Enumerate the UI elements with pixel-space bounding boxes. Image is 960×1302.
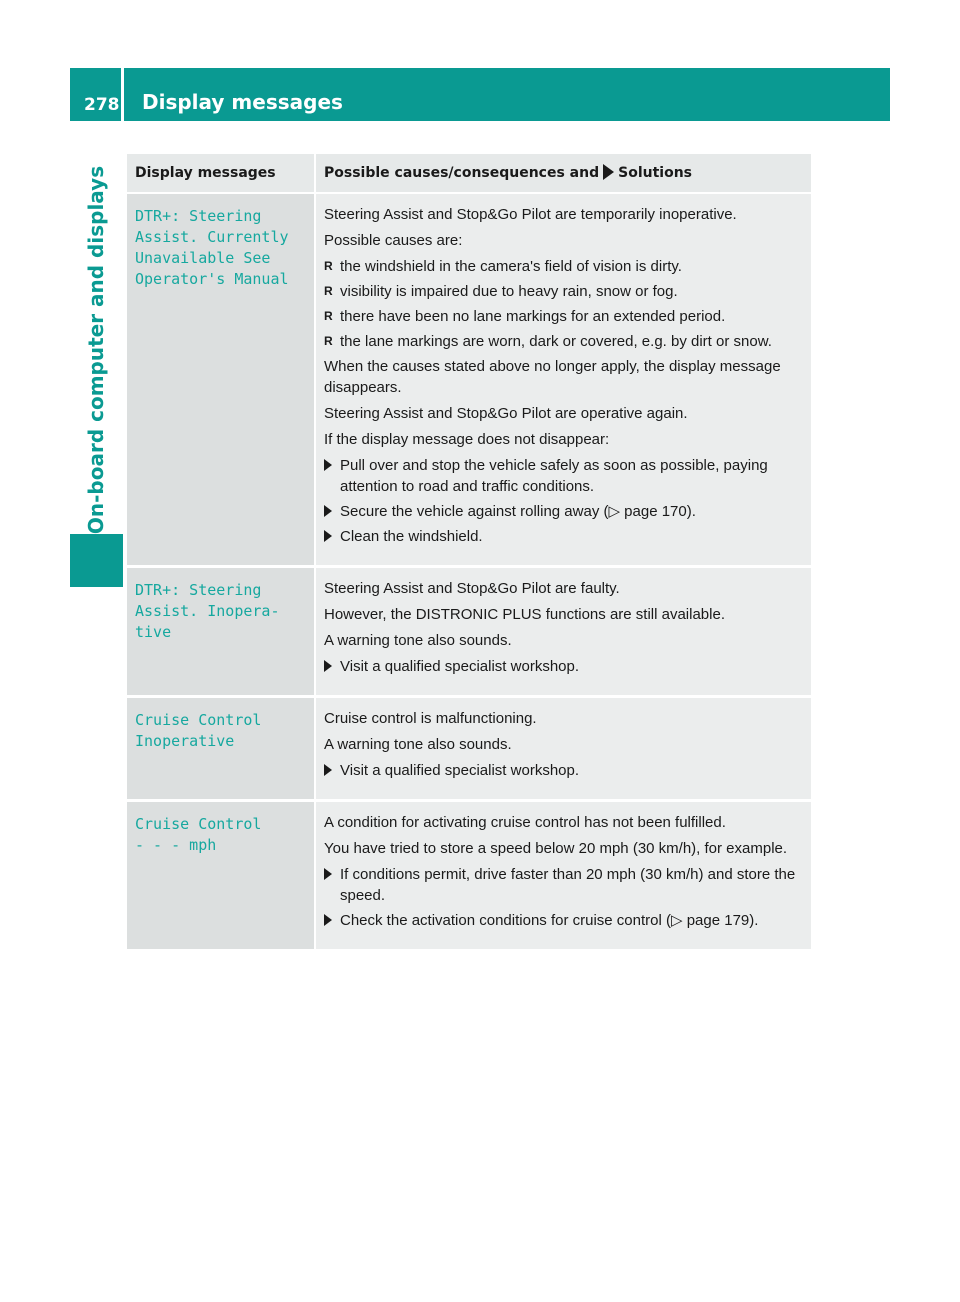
display-message xyxy=(127,193,315,567)
action-step xyxy=(324,455,805,497)
description-text: A condition for activating cruise control has not been fulfilled. xyxy=(324,814,726,831)
action-arrow-icon xyxy=(324,526,332,548)
causes-and-solutions xyxy=(315,193,811,567)
action-text: Visit a qualified specialist workshop. xyxy=(340,658,580,675)
description-text: You have tried to store a speed below 20 mph (30 km/h), for example. xyxy=(324,840,788,857)
action-arrow-icon xyxy=(324,455,332,477)
column-header-messages: Display messages xyxy=(127,154,315,193)
action-text: Visit a qualified specialist workshop. xyxy=(340,762,580,779)
action-arrow-icon xyxy=(324,760,332,782)
description-text: A warning tone also sounds. xyxy=(324,632,512,649)
cause-text: the windshield in the camera's field of vision is dirty. xyxy=(340,258,682,275)
table-row xyxy=(127,567,811,697)
action-text: Secure the vehicle against rolling away (▷ page 170). xyxy=(340,503,696,520)
column-header-solutions-pre: Possible causes/consequences and xyxy=(324,165,600,181)
causes-and-solutions xyxy=(315,697,811,801)
column-header-solutions-post: Solutions xyxy=(618,165,693,181)
table-header-row xyxy=(127,154,811,193)
causes-and-solutions xyxy=(315,801,811,951)
display-message-line: Operator's Manual xyxy=(135,270,289,288)
description-text: When the causes stated above no longer apply, the display message disappears. xyxy=(324,358,781,396)
section-tab-label: On-board computer and displays xyxy=(84,165,108,535)
action-step xyxy=(324,526,805,547)
cause-bullet-item xyxy=(324,331,805,352)
bullet-r-icon: R xyxy=(324,309,333,323)
action-arrow-icon xyxy=(603,164,614,180)
display-message-line: DTR+: Steering xyxy=(135,207,262,225)
display-message-line: Assist. Inopera‐ xyxy=(135,602,280,620)
action-text: Check the activation conditions for cruise control (▷ page 179). xyxy=(340,912,759,929)
action-step xyxy=(324,501,805,522)
display-message-line: tive xyxy=(135,623,172,641)
display-message xyxy=(127,801,315,951)
table-row xyxy=(127,193,811,567)
action-step xyxy=(324,656,805,677)
table-body xyxy=(127,193,811,951)
page-number-box xyxy=(70,68,124,121)
action-arrow-icon xyxy=(324,501,332,523)
description-text: Cruise control is malfunctioning. xyxy=(324,710,537,727)
action-text: If conditions permit, drive faster than 20 mph (30 km/h) and store the speed. xyxy=(340,866,796,904)
action-text: Pull over and stop the vehicle safely as soon as possible, paying attention to road and traffic conditions. xyxy=(340,457,768,495)
action-step xyxy=(324,864,805,906)
cause-bullet-item xyxy=(324,256,805,277)
cause-bullet-item xyxy=(324,281,805,302)
display-message-line: Inoperative xyxy=(135,732,235,750)
table-row xyxy=(127,801,811,951)
action-step xyxy=(324,910,805,931)
display-message-line: DTR+: Steering xyxy=(135,581,262,599)
bullet-r-icon: R xyxy=(324,284,333,298)
cause-text: there have been no lane markings for an extended period. xyxy=(340,308,726,325)
description-text: If the display message does not disappear: xyxy=(324,431,610,448)
cause-text: visibility is impaired due to heavy rain, snow or fog. xyxy=(340,283,678,300)
description-text: A warning tone also sounds. xyxy=(324,736,512,753)
section-tab-marker xyxy=(70,534,123,587)
description-text: Possible causes are: xyxy=(324,232,463,249)
page-title: Display messages xyxy=(142,90,343,114)
action-arrow-icon xyxy=(324,864,332,886)
description-text: Steering Assist and Stop&Go Pilot are faulty. xyxy=(324,580,620,597)
display-message-line: Unavailable See xyxy=(135,249,271,267)
description-text: However, the DISTRONIC PLUS functions are still available. xyxy=(324,606,725,623)
action-step xyxy=(324,760,805,781)
cause-bullet-item xyxy=(324,306,805,327)
causes-and-solutions xyxy=(315,567,811,697)
display-messages-table xyxy=(127,154,811,952)
action-arrow-icon xyxy=(324,656,332,678)
display-message xyxy=(127,697,315,801)
action-arrow-icon xyxy=(324,910,332,932)
bullet-r-icon: R xyxy=(324,259,333,273)
header-bar xyxy=(70,68,890,121)
display-message-line: Cruise Control xyxy=(135,711,262,729)
bullet-r-icon: R xyxy=(324,334,333,348)
cause-text: the lane markings are worn, dark or covered, e.g. by dirt or snow. xyxy=(340,333,772,350)
display-message xyxy=(127,567,315,697)
column-header-solutions xyxy=(315,154,811,193)
description-text: Steering Assist and Stop&Go Pilot are temporarily inoperative. xyxy=(324,206,737,223)
page-number: 278 xyxy=(84,95,120,115)
display-message-line: - - - mph xyxy=(135,836,217,854)
table-row xyxy=(127,697,811,801)
display-message-line: Cruise Control xyxy=(135,815,262,833)
display-message-line: Assist. Currently xyxy=(135,228,289,246)
description-text: Steering Assist and Stop&Go Pilot are operative again. xyxy=(324,405,688,422)
action-text: Clean the windshield. xyxy=(340,528,483,545)
